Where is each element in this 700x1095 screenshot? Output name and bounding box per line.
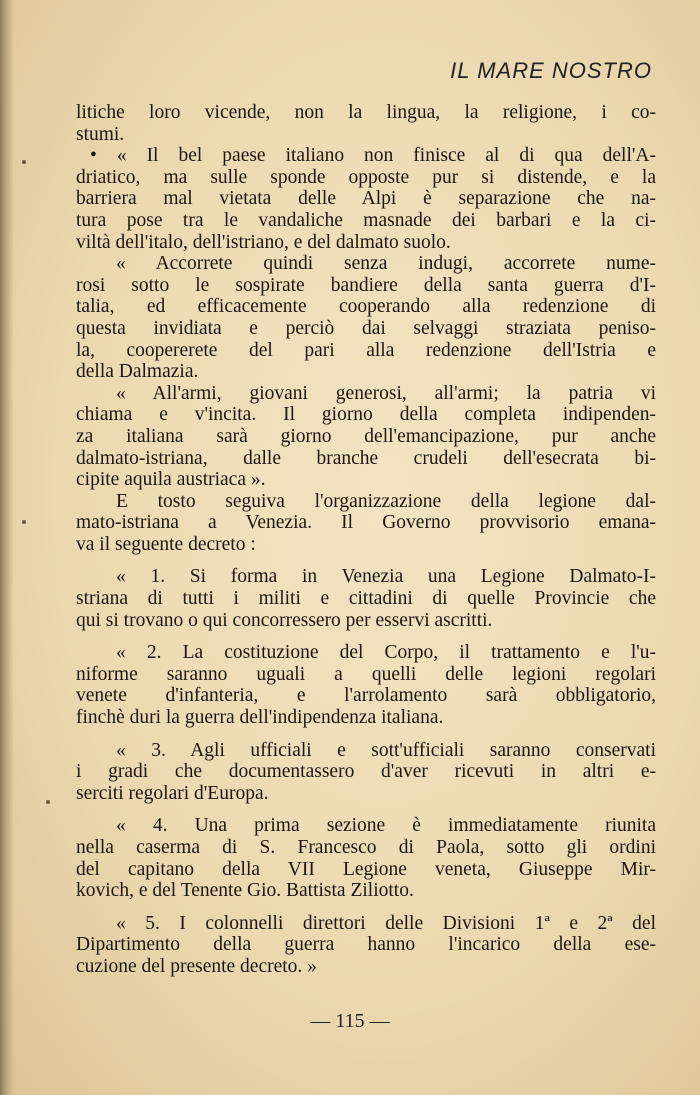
text-line: questa invidiata e perciò dai selvaggi straziata peniso- [76, 317, 656, 339]
text-line: za italiana sarà giorno dell'emancipazione, pur anche [76, 425, 656, 447]
text-line: litiche loro vicende, non la lingua, la religione, i co- [76, 102, 656, 123]
text-line: dalmato-istriana, dalle branche crudeli dell'esecrata bi- [76, 447, 656, 469]
text-line: « 4. Una prima sezione è immediatamente riunita [116, 815, 656, 837]
margin-speck [46, 800, 50, 804]
decree-article [76, 913, 656, 978]
margin-speck [22, 160, 26, 164]
text-line: niforme saranno uguali a quelli delle legioni regolari [76, 663, 656, 685]
text-line: driatico, ma sulle sponde opposte pur si distende, e la [76, 166, 656, 188]
page-gutter-shadow [0, 0, 14, 1095]
text-line: « Accorrete quindi senza indugi, accorrete nume- [116, 253, 656, 275]
text-line: viltà dell'italo, dell'istriano, e del dalmato suolo. [76, 231, 451, 253]
text-line: chiama e v'incita. Il giorno della completa indipenden- [76, 404, 656, 426]
margin-speck [22, 520, 26, 524]
text-line: barriera mal vietata delle Alpi è separazione che na- [76, 188, 656, 210]
text-line: finchè duri la guerra dell'indipendenza italiana. [76, 707, 444, 729]
text-line: « 3. Agli ufficiali e sott'ufficiali saranno conservati [116, 739, 656, 761]
text-line: nella caserma di S. Francesco di Paola, sotto gli ordini [76, 837, 656, 858]
text-line: serciti regolari d'Europa. [76, 782, 269, 804]
text-line: « 1. Si forma in Venezia una Legione Dalmato-I- [116, 566, 656, 588]
text-line: mato-istriana a Venezia. Il Governo provvisorio emana- [76, 512, 656, 534]
text-line: kovich, e del Tenente Gio. Battista Ziliotto. [76, 880, 414, 902]
running-header: IL MARE NOSTRO [450, 58, 652, 83]
paragraph [76, 145, 656, 253]
text-line: « 5. I colonnelli direttori delle Divisioni 1ª e 2ª del [116, 912, 656, 934]
text-line: della Dalmazia. [76, 361, 199, 383]
text-line: stumi. [76, 123, 125, 145]
decree-article [76, 815, 656, 901]
text-line: E tosto seguiva l'organizzazione della legione dal- [116, 490, 656, 512]
decree-article [76, 566, 656, 631]
text-line: cuzione del presente decreto. » [76, 955, 317, 977]
paragraph [76, 253, 656, 383]
text-line: venete d'infanteria, e l'arrolamento sarà obbligatorio, [76, 685, 656, 707]
page-number: — 115 — [310, 1010, 390, 1032]
text-line: striana di tutti i militi e cittadini di quelle Provincie che [76, 588, 656, 610]
text-line: talia, ed efficacemente cooperando alla redenzione di [76, 296, 656, 318]
text-line: • « Il bel paese italiano non finisce al di qua dell'A- [90, 145, 656, 167]
text-line: qui si trovano o qui concorressero per esservi ascritti. [76, 609, 493, 631]
text-line: cipite aquila austriaca ». [76, 469, 266, 491]
text-line: tura pose tra le vandaliche masnade dei barbari e la ci- [76, 209, 656, 231]
text-line: Dipartimento della guerra hanno l'incarico della ese- [76, 934, 656, 956]
text-line: va il seguente decreto : [76, 533, 256, 555]
text-line: del capitano della VII Legione veneta, Giuseppe Mir- [76, 858, 656, 880]
text-line: la, coopererete del pari alla redenzione dell'Istria e [76, 339, 656, 361]
text-line: « 2. La costituzione del Corpo, il trattamento e l'u- [116, 642, 656, 664]
body-text [76, 102, 656, 978]
text-line: « All'armi, giovani generosi, all'armi; la patria vi [116, 382, 656, 404]
paragraph [76, 102, 656, 145]
decree-article [76, 642, 656, 728]
text-line: i gradi che documentassero d'aver ricevuti in altri e- [76, 761, 656, 783]
paragraph [76, 383, 656, 491]
text-line: rosi sotto le sospirate bandiere della santa guerra d'I- [76, 274, 656, 296]
paragraph [76, 491, 656, 556]
decree-article [76, 740, 656, 805]
